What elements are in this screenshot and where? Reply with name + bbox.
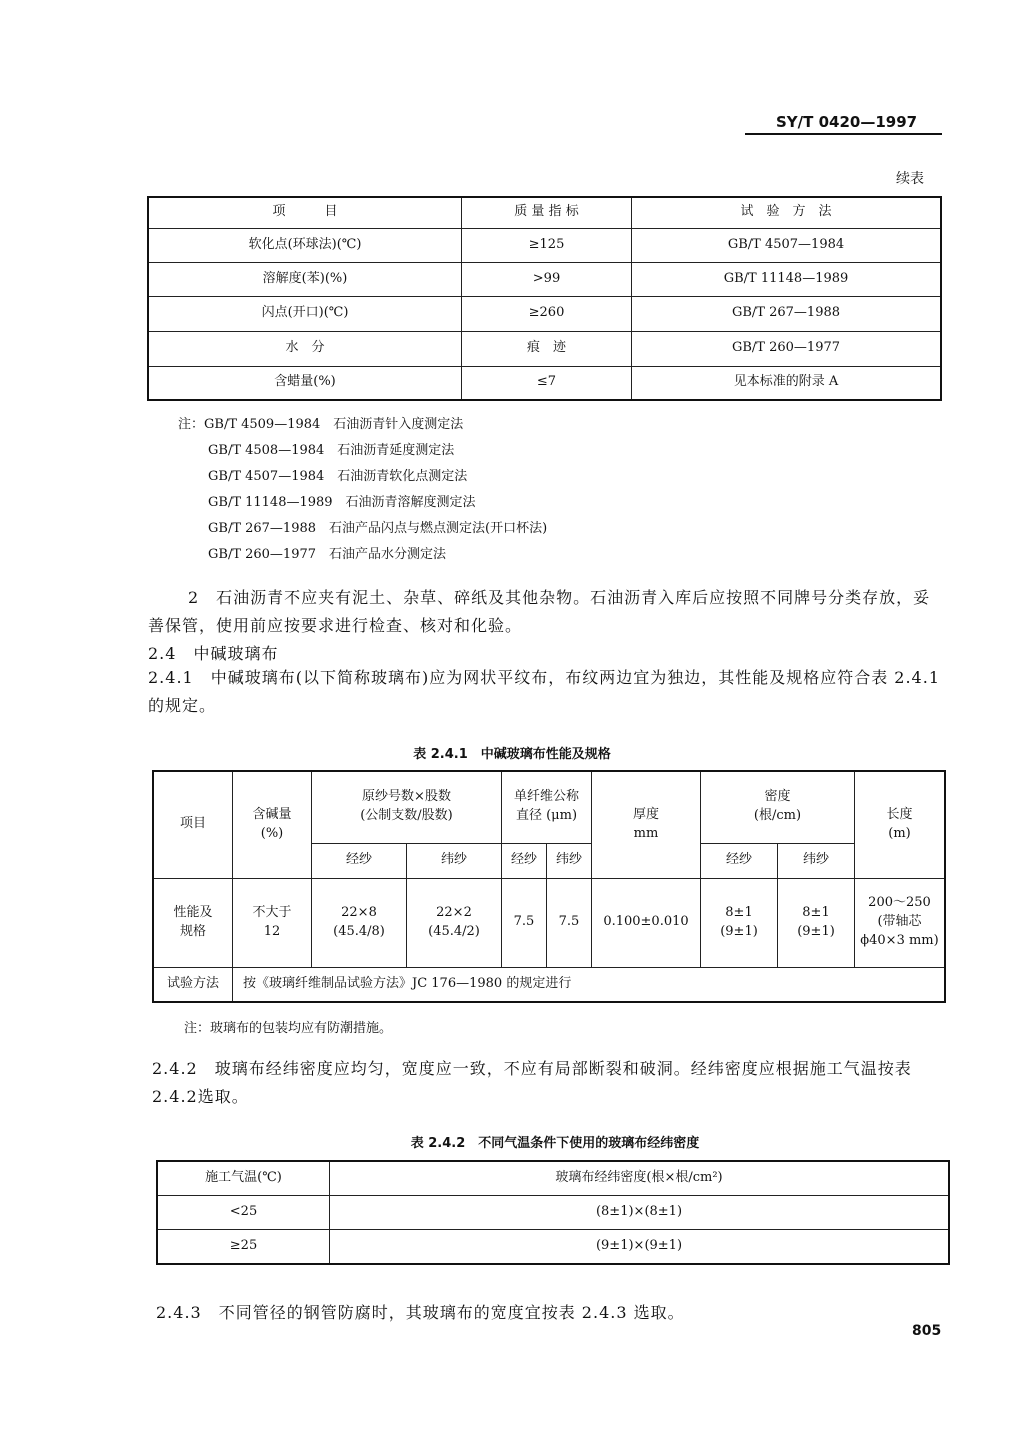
note-line: GB/T 4508—1984 石油沥青延度测定法 [208, 443, 455, 458]
table2-cell: 22×2 (45.4/2) [407, 878, 502, 967]
table3-caption: 表 2.4.2 不同气温条件下使用的玻璃布经纬密度 [410, 1136, 700, 1151]
table1-cell: ≤7 [462, 366, 632, 400]
table2-method-label: 试验方法 [153, 967, 233, 1002]
doc-code: SY/T 0420—1997 [776, 113, 918, 131]
paragraph-2-4-3: 2.4.3 不同管径的钢管防腐时，其玻璃布的宽度宜按表 2.4.3 选取。 [156, 1303, 685, 1322]
table1-cell: GB/T 4507—1984 [632, 228, 942, 262]
table3-cell: (8±1)×(8±1) [330, 1195, 950, 1229]
table3-cell: (9±1)×(9±1) [330, 1229, 950, 1264]
table2-header-fiber: 单纤维公称 直径 (μm) [502, 771, 592, 843]
table1-cell: 水 分 [148, 331, 462, 366]
table-glass-cloth-density [156, 1160, 950, 1265]
table1-header-method: 试 验 方 法 [632, 197, 942, 228]
table1-cell: 闪点(开口)(℃) [148, 296, 462, 331]
continued-label: 续表 [896, 171, 924, 187]
table2-header-alkali: 含碱量 (%) [233, 771, 312, 878]
table2-cell: 0.100±0.010 [592, 878, 701, 967]
table1-cell: GB/T 11148—1989 [632, 262, 942, 296]
table2-cell: 不大于 12 [233, 878, 312, 967]
table1-cell: GB/T 260—1977 [632, 331, 942, 366]
table2-subheader: 纬纱 [778, 843, 855, 878]
table2-cell: 7.5 [502, 878, 547, 967]
table1-cell: >99 [462, 262, 632, 296]
table2-cell: 7.5 [547, 878, 592, 967]
table1-cell: ≥125 [462, 228, 632, 262]
table2-header-length: 长度 (m) [855, 771, 946, 878]
table3-cell: ≥25 [157, 1229, 330, 1264]
table2-caption: 表 2.4.1 中碱玻璃布性能及规格 [413, 747, 611, 762]
table3-cell: <25 [157, 1195, 330, 1229]
note-line: GB/T 267—1988 石油产品闪点与燃点测定法(开口杯法) [208, 521, 548, 536]
table2-cell: 22×8 (45.4/8) [312, 878, 407, 967]
table1-header-item: 项 目 [148, 197, 462, 228]
table1-header-index: 质 量 指 标 [462, 197, 632, 228]
table1-cell: 溶解度(苯)(%) [148, 262, 462, 296]
table2-header-thickness: 厚度 mm [592, 771, 701, 878]
paragraph-2-4-1: 2.4.1 中碱玻璃布(以下简称玻璃布)应为网状平纹布，布纹两边宜为独边，其性能及规格应符合表 2.4.1的规定。 [148, 668, 940, 715]
table2-subheader: 经纱 [502, 843, 547, 878]
table3-header-density: 玻璃布经纬密度(根×根/cm²) [330, 1161, 950, 1195]
table2-cell: 200～250 (带轴芯 ϕ40×3 mm) [855, 878, 946, 967]
table3-header-temp: 施工气温(℃) [157, 1161, 330, 1195]
paragraph-2: 2 石油沥青不应夹有泥土、杂草、碎纸及其他杂物。石油沥青入库后应按照不同牌号分类存放，妥善保管，使用前应按要求进行检查、核对和化验。 [148, 588, 931, 635]
table2-header-item: 项目 [153, 771, 233, 878]
table2-cell: 8±1 (9±1) [778, 878, 855, 967]
table2-header-density: 密度 (根/cm) [701, 771, 855, 843]
table2-header-yarn: 原纱号数×股数 (公制支数/股数) [312, 771, 502, 843]
table2-cell: 8±1 (9±1) [701, 878, 778, 967]
table2-row-label: 性能及 规格 [153, 878, 233, 967]
note-line: GB/T 260—1977 石油产品水分测定法 [208, 547, 447, 562]
note-line: GB/T 4507—1984 石油沥青软化点测定法 [208, 469, 468, 484]
table2-method: 按《玻璃纤维制品试验方法》JC 176—1980 的规定进行 [233, 967, 946, 1002]
table2-note: 注：玻璃布的包装均应有防潮措施。 [184, 1021, 393, 1036]
table1-cell: 软化点(环球法)(℃) [148, 228, 462, 262]
table1-cell: 含蜡量(%) [148, 366, 462, 400]
table2-subheader: 纬纱 [407, 843, 502, 878]
table2-subheader: 经纱 [701, 843, 778, 878]
note-line: 注：GB/T 4509—1984 石油沥青针入度测定法 [178, 417, 464, 432]
paragraph-2-4-2: 2.4.2 玻璃布经纬密度应均匀，宽度应一致，不应有局部断裂和破洞。经纬密度应根据施工气温按表 2.4.2选取。 [152, 1059, 912, 1106]
table1-cell: 见本标准的附录 A [632, 366, 942, 400]
table2-subheader: 纬纱 [547, 843, 592, 878]
table1-cell: 痕 迹 [462, 331, 632, 366]
section-2-4-heading: 2.4 中碱玻璃布 [148, 644, 279, 663]
table2-subheader: 经纱 [312, 843, 407, 878]
page-number: 805 [912, 1323, 942, 1339]
table-asphalt-continued [147, 196, 942, 401]
note-line: GB/T 11148—1989 石油沥青溶解度测定法 [208, 495, 476, 510]
table-glass-cloth-spec [152, 770, 946, 1003]
table1-cell: GB/T 267—1988 [632, 296, 942, 331]
table1-cell: ≥260 [462, 296, 632, 331]
header-rule [745, 133, 942, 135]
